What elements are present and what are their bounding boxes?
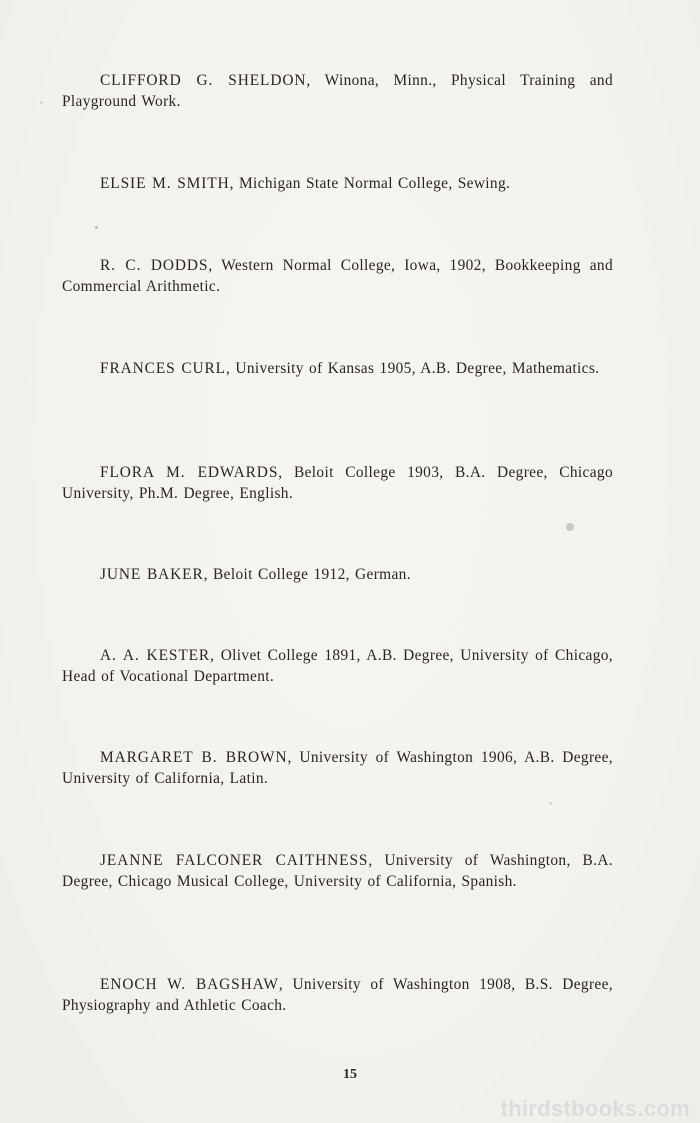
faculty-entry (62, 255, 613, 297)
faculty-entry (62, 462, 613, 504)
faculty-entry (62, 70, 613, 112)
faculty-name: JEANNE FALCONER CAITHNESS (100, 852, 369, 869)
faculty-name: FLORA M. EDWARDS (100, 464, 279, 481)
faculty-name: ENOCH W. BAGSHAW (100, 976, 279, 993)
paper-speck (40, 101, 43, 104)
faculty-entry (62, 850, 613, 892)
faculty-name: MARGARET B. BROWN (100, 749, 288, 766)
faculty-name: CLIFFORD G. SHELDON (100, 72, 307, 89)
watermark: thirdstbooks.com (500, 1096, 690, 1121)
faculty-entry (62, 645, 613, 687)
paper-speck (95, 226, 98, 229)
faculty-entry (62, 564, 613, 585)
paper-speck (549, 802, 552, 805)
faculty-details: , University of Washington 1906, A.B. Degree, University of California, Latin. (62, 749, 613, 787)
faculty-name: FRANCES CURL (100, 360, 226, 377)
faculty-name: JUNE BAKER (100, 566, 204, 583)
faculty-details: , University of Washington 1908, B.S. Degree, Physiography and Athletic Coach. (62, 976, 613, 1014)
faculty-details: , Western Normal College, Iowa, 1902, Bookkeeping and Commercial Arithmetic. (62, 257, 613, 295)
faculty-entry (62, 974, 613, 1016)
faculty-details: , University of Washington, B.A. Degree, Chicago Musical College, University of California, Spanish. (62, 852, 613, 890)
faculty-name: R. C. DODDS (100, 257, 209, 274)
faculty-details: , Olivet College 1891, A.B. Degree, University of Chicago, Head of Vocational Department. (62, 647, 613, 685)
faculty-name: ELSIE M. SMITH (100, 175, 230, 192)
faculty-entry (62, 747, 613, 789)
page-number: 15 (343, 1067, 357, 1082)
faculty-entry (62, 173, 613, 194)
faculty-details: , Beloit College 1903, B.A. Degree, Chicago University, Ph.M. Degree, English. (62, 464, 613, 502)
faculty-entry (62, 358, 613, 379)
faculty-details: , Beloit College 1912, German. (203, 566, 411, 583)
paper-speck (566, 523, 574, 531)
faculty-details: , Winona, Minn., Physical Training and Playground Work. (62, 72, 614, 110)
faculty-details: , Michigan State Normal College, Sewing. (229, 175, 511, 192)
faculty-details: , University of Kansas 1905, A.B. Degree, Mathematics. (225, 360, 600, 377)
faculty-name: A. A. KESTER (100, 647, 211, 664)
